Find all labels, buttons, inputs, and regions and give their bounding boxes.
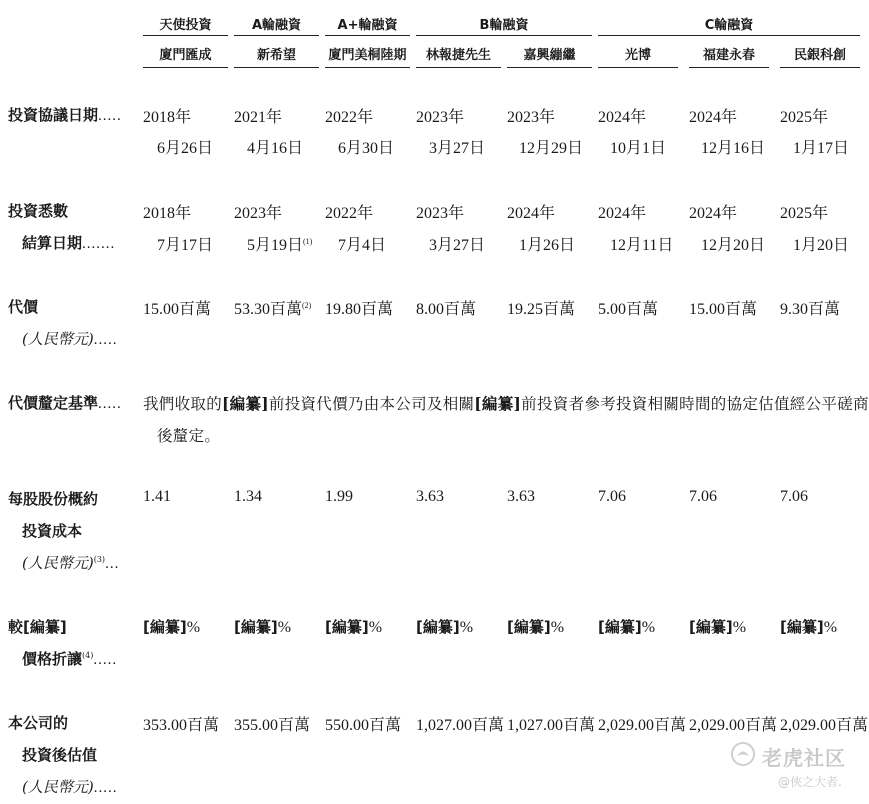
cell-value: [143, 616, 200, 637]
cell-year: 2024年: [507, 205, 556, 222]
footnote-ref: (2): [302, 301, 312, 310]
cell-year: 2024年: [598, 109, 647, 126]
subheader-rule: [780, 67, 860, 68]
row-unit: [22, 776, 117, 797]
cell-year: 2024年: [689, 205, 738, 222]
cell-day: 6月30日: [338, 140, 395, 157]
basis-text-line2: 後釐定。: [157, 427, 221, 445]
subheader-rule: [234, 67, 319, 68]
cell-day: 3月27日: [429, 140, 486, 157]
subheader-rule: [507, 67, 592, 68]
redacted-marker: [編纂]: [689, 618, 733, 636]
leader-dots: .....: [93, 652, 118, 668]
cell-value: 353.00百萬: [143, 717, 220, 734]
text-part: 我們收取的: [143, 395, 223, 413]
row-label-cont: 投資成本: [22, 522, 83, 540]
round-c: C輪融資: [704, 18, 754, 33]
percent-sign: %: [368, 619, 383, 636]
cell-year: 2018年: [143, 109, 192, 126]
footnote-ref: (3): [93, 555, 106, 564]
round-b: B輪融資: [479, 18, 529, 33]
cell-value: 3.63: [507, 488, 535, 505]
subheader-rule: [689, 67, 769, 68]
cell-year: 2018年: [143, 205, 192, 222]
row-label-cont: [22, 648, 117, 669]
row-label: 投資悉數: [8, 202, 69, 220]
cell-year: 2025年: [780, 205, 829, 222]
cell-value: 550.00百萬: [325, 717, 402, 734]
cell-day: 3月27日: [429, 237, 486, 254]
cell-value: 5.00百萬: [598, 301, 659, 318]
investor-name: 光博: [624, 48, 651, 63]
cell-day: 12月11日: [610, 237, 674, 254]
cell-year: 2023年: [507, 109, 556, 126]
percent-sign: %: [823, 619, 838, 636]
cell-value: 19.80百萬: [325, 301, 394, 318]
cell-value: [234, 616, 291, 637]
cell-year: 2025年: [780, 109, 829, 126]
text-part: 前投資代價乃由本公司及相關: [268, 395, 475, 413]
cell-value: 2,029.00百萬: [598, 717, 687, 734]
row-label: 每股股份概約: [8, 490, 99, 508]
row-label: [8, 392, 122, 413]
redacted-marker: [編纂]: [143, 618, 187, 636]
cell-value: 7.06: [780, 488, 808, 505]
cell-value: [416, 616, 473, 637]
cell-year: 2022年: [325, 109, 374, 126]
subheader-rule: [143, 67, 228, 68]
cell-value: 7.06: [598, 488, 626, 505]
percent-sign: %: [732, 619, 747, 636]
cell-value: 2,029.00百萬: [689, 717, 778, 734]
watermark-brand: 老虎社区: [762, 746, 846, 770]
label-text: 較: [8, 618, 24, 636]
redacted-marker: [編纂]: [507, 618, 551, 636]
redacted-marker: [編纂]: [598, 618, 642, 636]
cell-year: 2021年: [234, 109, 283, 126]
footnote-ref: (1): [303, 237, 313, 246]
cell-value: [780, 616, 837, 637]
label-text: 價格折讓: [22, 650, 83, 668]
percent-sign: %: [186, 619, 201, 636]
leader-dots: .....: [98, 396, 122, 412]
cell-day: 12月29日: [519, 140, 584, 157]
watermark-user: @俠之大者.: [778, 775, 842, 789]
leader-dots: .....: [98, 108, 122, 124]
percent-sign: %: [459, 619, 474, 636]
subheader-rule: [416, 67, 501, 68]
unit-text: (人民幣元): [22, 330, 94, 348]
label-text: 投資協議日期: [8, 106, 99, 124]
leader-dots: .....: [93, 332, 118, 348]
cell-value: 15.00百萬: [689, 301, 758, 318]
cell-value: 355.00百萬: [234, 717, 311, 734]
cell-day: 7月17日: [157, 237, 214, 254]
header-rule: [416, 35, 592, 36]
cell-year: 2023年: [234, 205, 283, 222]
basis-text-line1: [143, 392, 869, 414]
cell-day: 12月16日: [701, 140, 766, 157]
row-unit: [22, 328, 117, 349]
cell-year: 2022年: [325, 205, 374, 222]
row-label: 本公司的: [8, 714, 69, 732]
redacted-marker: [編纂]: [474, 394, 522, 413]
header-rule: [325, 35, 410, 36]
cell-value: 1.41: [143, 488, 171, 505]
label-text: 結算日期: [22, 234, 83, 252]
label-text: 代價釐定基準: [8, 394, 99, 412]
round-a-plus: A+輪融資: [337, 18, 398, 33]
cell-day: 1月20日: [793, 237, 850, 254]
percent-sign: %: [641, 619, 656, 636]
cell-day: 1月17日: [793, 140, 850, 157]
leader-dots: .......: [82, 236, 116, 252]
cell-value: 15.00百萬: [143, 301, 212, 318]
header-rule: [598, 35, 860, 36]
tiger-logo-icon: [730, 741, 756, 771]
cell-value: 1.34: [234, 488, 262, 505]
cell-value: [689, 616, 746, 637]
cell-day: 7月4日: [338, 237, 387, 254]
percent-sign: %: [277, 619, 292, 636]
round-a: A輪融資: [251, 18, 302, 33]
cell-day: 4月16日: [247, 140, 304, 157]
cell-year: 2023年: [416, 109, 465, 126]
unit-text: (人民幣元): [22, 554, 94, 572]
investor-name: 廈門匯成: [159, 48, 212, 63]
subheader-rule: [325, 67, 410, 68]
redacted-marker: [編纂]: [222, 394, 269, 413]
percent-sign: %: [550, 619, 565, 636]
redacted-marker: [編纂]: [234, 618, 278, 636]
row-label-cont: [22, 232, 115, 253]
cell-value: 2,029.00百萬: [780, 717, 869, 734]
cell-year: 2024年: [689, 109, 738, 126]
value-text: 53.30百萬: [234, 301, 303, 318]
unit-text: (人民幣元): [22, 778, 94, 796]
footnote-ref: (4): [82, 651, 94, 660]
cell-value: 8.00百萬: [416, 301, 477, 318]
cell-day: [247, 232, 312, 255]
investor-name: 嘉興繃繼: [523, 48, 576, 63]
redacted-marker: [編纂]: [780, 618, 824, 636]
redacted-marker: [編纂]: [23, 618, 67, 636]
cell-value: 3.63: [416, 488, 444, 505]
cell-year: 2024年: [598, 205, 647, 222]
cell-day: 10月1日: [610, 140, 667, 157]
cell-value: 1,027.00百萬: [507, 717, 596, 734]
cell-value: 19.25百萬: [507, 301, 576, 318]
redacted-marker: [編纂]: [416, 618, 460, 636]
cell-value: 1,027.00百萬: [416, 717, 505, 734]
investor-name: 福建永春: [702, 48, 755, 63]
round-angel: 天使投資: [159, 18, 212, 33]
leader-dots: .....: [93, 780, 118, 796]
cell-year: 2023年: [416, 205, 465, 222]
cell-value: 1.99: [325, 488, 353, 505]
investor-name: 民銀科創: [793, 48, 846, 63]
investor-name: 廈門美桐陸期: [328, 48, 407, 63]
redacted-marker: [編纂]: [325, 618, 369, 636]
investor-name: 新希望: [256, 48, 296, 63]
cell-day: 1月26日: [519, 237, 576, 254]
leader-dots: ...: [105, 556, 120, 572]
cell-value: [598, 616, 655, 637]
subheader-rule: [598, 67, 678, 68]
row-label: [8, 104, 122, 125]
row-label-cont: 投資後估值: [22, 746, 98, 764]
cell-value: [325, 616, 382, 637]
row-unit: [22, 552, 119, 573]
cell-value: [234, 296, 311, 319]
row-label: [8, 616, 67, 637]
cell-value: 9.30百萬: [780, 301, 841, 318]
investor-name: 林報捷先生: [425, 48, 491, 63]
cell-value: [507, 616, 564, 637]
cell-day: 12月20日: [701, 237, 766, 254]
header-rule: [143, 35, 228, 36]
header-rule: [234, 35, 319, 36]
day-text: 5月19日: [247, 237, 304, 254]
row-label: 代價: [8, 298, 39, 316]
cell-value: 7.06: [689, 488, 717, 505]
cell-day: 6月26日: [157, 140, 214, 157]
text-part: 前投資者參考投資相關時間的協定估值經公平磋商: [521, 395, 869, 413]
